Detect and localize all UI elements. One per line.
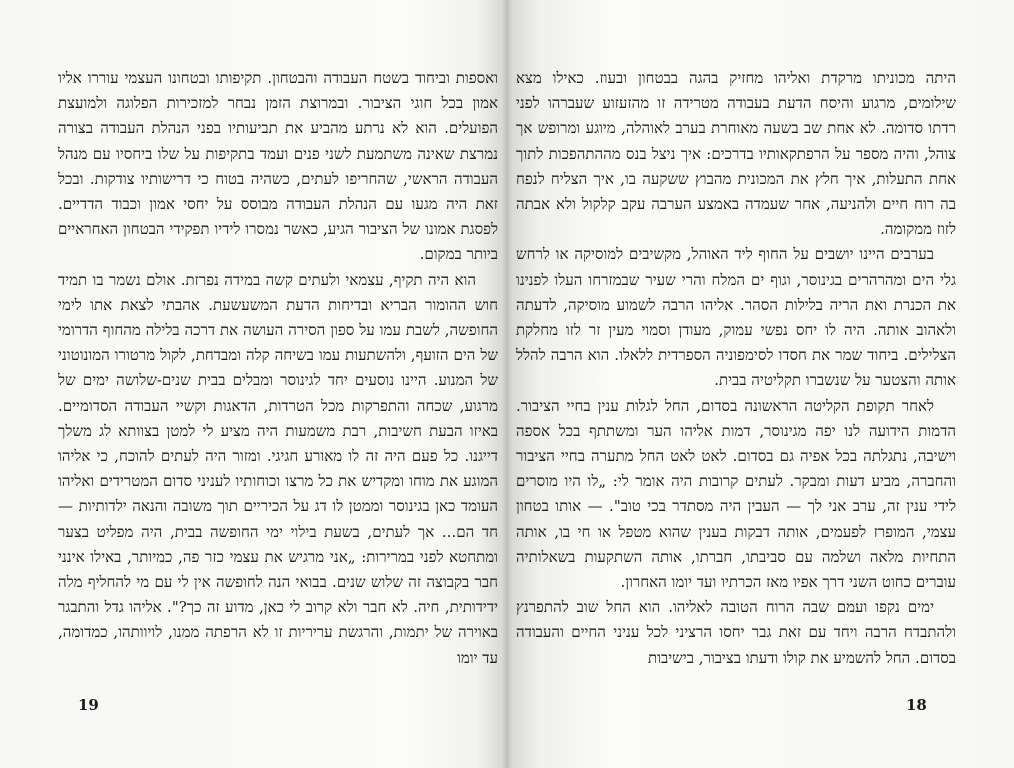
left-page-number: 19 — [78, 696, 99, 714]
left-paragraph-1: ואספות וביחוד בשטח העבודה והבטחון. תקיפותו ובטחונו העצמי עוררו אליו אמון בכל חוגי הציבור. ובמרוצת הזמן נבחר למזכירות הפלוגה ולמועצת הפועלים. הוא לא נרתע מהביע את תביעותיו בפני הנהלת העבודה בצורה נמרצת שאינה משתמעת לשני פנים ועמד בתקיפות על שלו ביחסיו עם מנהל העבודה הראשי, שהחריפו לעתים, כשהיה בטוח כי דרישותיו צודקות. ובכל זאת היה מגעו עם הנהלת העבודה מבוסס על יחסי אמון וכבוד הדדיים. לפסגת אמונו של הציבור הגיע, כאשר נמסרו לידיו תפקידי הבטחון האחראיים ביותר במקום. — [58, 69, 498, 264]
left-paragraph-2: הוא היה תקיף, עצמאי ולעתים קשה במידה נפרזת. אולם נשמר בו תמיד חוש ההומור הבריא ובדיחות הדעת המשעשעת. אהבתי לצאת אתו לימי החופשה, לשבת עמו על ספון הסירה העושה את דרכה בלילה מהחוף הדרומי של הים הזועף, ולהשתעות עמו בשיחה קלה ומבדחת, לקול מרטורו המונוטוני של המנוע. היינו נוסעים יחד לגינוסר ומבלים בבית שנים-שלושה ימים של מרגוע, שכחה והתפרקות מכל הטרדות, הדאגות וקשיי העבודה הסדומיים. באיזו הבעת חשיבות, רבת משמעות היה מציע לי למטן בצוותא לג משלך דייגנו. כל פעם היה זה לו מאורע חגיגי. ומזור היה לעתים להוכח, כי אליהו המוגע את מוחו ומקדיש את כל מרצו וכוחותיו לעניני סדום המטרידים ואליהו העומד כאן בגינוסר וממטן לו דג על הכיריים תוך משובה והנאה ילדותיות — חד הם... אך לעתים, בשעת בילוי ימי החופשה בבית, היה מפליט בצער ומתחטא לפני במרירות: „אני מרגיש את עצמי כזר פה, כמיותר, באילו אינני חבר בקבוצה זה שלוש שנים. בבואי הנה לחופשה אין לי עם מי להחליף מלה ידידותית, חיה. לא חבר ולא קרוב לי כאן, מדוע זה כך?". אליהו גדל והתבגר באוירה של יתמות, והרגשת עריריות זו לא הרפתה ממנו, לויוותהו, כמדומה, עד יומו — [58, 270, 498, 667]
right-paragraph-3: לאחר תקופת הקליטה הראשונה בסדום, החל לגלות ענין בחיי הציבור. הדמות הידועה לנו יפה מגינוסר, דמות אליהו הער ומשתתף בכל אספה וישיבה, נתגלתה בכל אפיה גם בסדום. לאט לאט החל מתערה בחיי הציבור והחברה, מביע דעות ומבקר. לעתים קרובות היה אומר לי: „לו היו מוסרים לידי ענין זה, ערב אני לך — העבין היה מסתדר בכי טוב". — אותו בטחון עצמי, המופרז לפעמים, אותה דבקות בענין שהוא מטפל או חי בו, אותה התחיות מלאה ושלמה עם סביבתו, חברתו, אותה השתקעות בשאלותיה עוברים כחוט השני דרך אפיו מאז הכרתיו ועד יומו האחרון. — [516, 396, 956, 592]
right-paragraph-4: ימים נקפו ועמם שבה הרוח הטובה לאליהו. הוא החל שוב להתפרנץ ולהתבדח הרבה ויחד עם זאת גבר יחסו הרציני לכל עניני החיים והעבודה בסדום. החל להשמיע את קולו ודעתו בציבור, בישיבות — [516, 598, 956, 667]
left-page — [58, 66, 498, 706]
right-paragraph-2: בערבים היינו יושבים על החוף ליד האוהל, מקשיבים למוסיקה או לרחש גלי הים ומהרהרים בגינוסר, וגוף ים המלח והרי שעיר שבמזרחו העלו לפנינו את הכנרת ואת הריה בלילות הסהר. אליהו הרבה לשמוע מוסיקה, לדעתה ולאהוב אותה. היה לו יחס נפשי עמוק, מעודן וסמוי מעין זר לזו מחלקת הצלילים. ביחוד שמר את חסדו לסימפוניה הספרדית ללאלו. הוא הרבה להלל אותה והצטער על שנשברו תקליטיה בבית. — [516, 245, 956, 390]
right-page-number: 18 — [906, 696, 927, 714]
right-page — [516, 66, 956, 706]
right-paragraph-1: היתה מכוניתו מרקדת ואליהו מחזיק בהגה בבטחון ובעוז. כאילו מצא שילומים, מרגוע והיסח הדעת בעבודה מטרידה זו מהזעזוע שעברהו לפני רדתו סדומה. לא אחת שב בשעה מאוחרת בערב לאוהלה, מיוגע ומרופש אך צוהל, והיה מספר על הרפתקאותיו בדרכים: איך ניצל בנס מההתהפכות לתוך אחת התעלות, איך חלץ את המכונית מהבוץ ששקעה בו, איך הצליח לנפח בה רוח חיים ולהניעה, אחר שעמדה באמצע הערבה עקב קלקול ולא אבתה לזוז ממקומה. — [516, 69, 956, 239]
